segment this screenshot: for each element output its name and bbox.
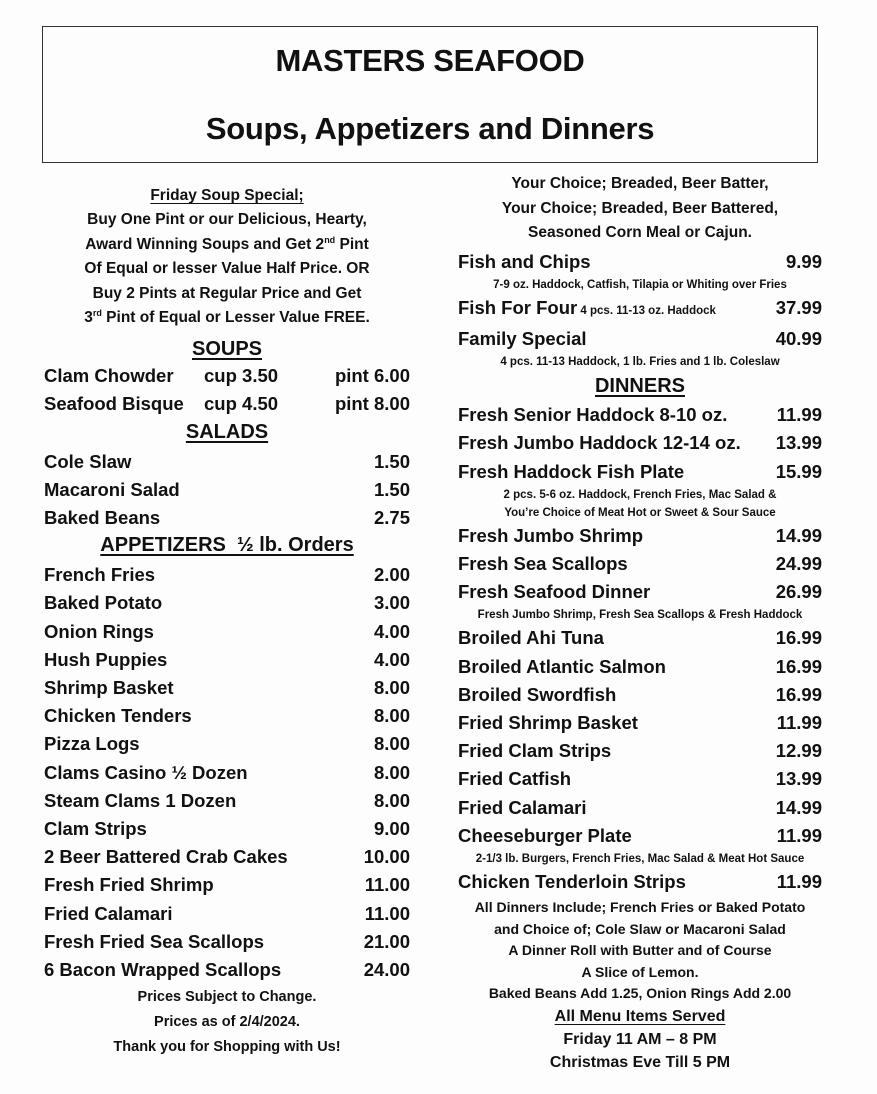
- dinner-item: [458, 822, 822, 850]
- item-price: 40.99: [775, 327, 822, 349]
- appetizer-item: [44, 589, 410, 617]
- left-column: [44, 184, 410, 1060]
- item-price: 14.99: [775, 524, 822, 546]
- item-inline-note: 4 pcs. 11-13 oz. Haddock: [577, 304, 716, 317]
- appetizer-item: [44, 900, 410, 928]
- hours-line: Christmas Eve Till 5 PM: [549, 1054, 731, 1072]
- hours: [458, 1005, 822, 1075]
- item-price: 24.99: [775, 552, 822, 574]
- right-column: [458, 172, 822, 1075]
- item-price: 2.75: [373, 506, 410, 528]
- item-price: 4.00: [373, 648, 410, 670]
- fish-item: [458, 294, 822, 325]
- item-price: 8.00: [373, 789, 410, 811]
- item-name: Steam Clams 1 Dozen: [44, 789, 237, 811]
- item-price: 11.99: [776, 870, 822, 892]
- item-price: 13.99: [775, 768, 822, 790]
- soups-heading: SOUPS: [191, 337, 263, 360]
- item-name: Broiled Atlantic Salmon: [458, 655, 666, 677]
- choice-line: Your Choice; Breaded, Beer Batter,: [511, 175, 769, 192]
- item-price: 8.00: [373, 676, 410, 698]
- dinner-item: [458, 794, 822, 822]
- item-note: 4 pcs. 11-13 Haddock, 1 lb. Fries and 1 lb. Coleslaw: [500, 356, 780, 369]
- soup-special-line: Buy One Pint or our Delicious, Hearty,: [87, 211, 367, 228]
- item-price: 37.99: [775, 296, 822, 318]
- item-price: 26.99: [775, 581, 822, 603]
- soup-special-heading: Friday Soup Special;: [150, 187, 304, 204]
- soup-special-line: [44, 306, 410, 331]
- item-name: Pizza Logs: [44, 733, 140, 755]
- item-name: Fresh Senior Haddock 8-10 oz.: [458, 404, 728, 426]
- hours-heading: All Menu Items Served: [554, 1007, 726, 1025]
- soup-special: [44, 184, 410, 331]
- includes-line: A Dinner Roll with Butter and of Course: [508, 942, 772, 959]
- appetizer-item: [44, 759, 410, 787]
- item-name: Fish For Four: [458, 296, 578, 318]
- dinners-heading: DINNERS: [594, 375, 685, 398]
- restaurant-name: MASTERS SEAFOOD: [275, 43, 585, 78]
- item-name: Chicken Tenders: [44, 705, 192, 727]
- item-price: 11.99: [776, 404, 822, 426]
- left-footer: [44, 985, 410, 1060]
- item-price: 9.00: [373, 817, 410, 839]
- item-name: Fresh Haddock Fish Plate: [458, 460, 685, 482]
- text: Pint of Equal or Lesser Value FREE.: [101, 309, 370, 326]
- fish-choice: [458, 172, 822, 246]
- dinner-item: [458, 709, 822, 737]
- item-price: 13.99: [775, 432, 822, 454]
- item-name: Fried Calamari: [458, 796, 587, 818]
- footer-line: Prices Subject to Change.: [137, 989, 317, 1006]
- choice-line: Seasoned Corn Meal or Cajun.: [528, 224, 752, 241]
- appetizer-item: [44, 618, 410, 646]
- item-name: French Fries: [44, 564, 156, 586]
- footer-line: Prices as of 2/4/2024.: [154, 1014, 300, 1031]
- item-note: Fresh Jumbo Shrimp, Fresh Sea Scallops & Fresh Haddock: [477, 609, 803, 622]
- item-name: Fried Clam Strips: [458, 740, 612, 762]
- ordinal-suffix: rd: [92, 308, 102, 318]
- item-price: 14.99: [775, 796, 822, 818]
- includes-line: and Choice of; Cole Slaw or Macaroni Salad: [494, 920, 786, 937]
- menu-header: [42, 26, 818, 163]
- item-price: 16.99: [775, 627, 822, 649]
- footer-line: Thank you for Shopping with Us!: [113, 1039, 341, 1056]
- appetizer-item: [44, 815, 410, 843]
- item-price: 9.99: [785, 250, 822, 272]
- item-name: Shrimp Basket: [44, 676, 174, 698]
- item-price: 11.99: [776, 711, 822, 733]
- item-name: Fried Catfish: [458, 768, 572, 790]
- dinner-includes: [458, 897, 822, 1005]
- item-name: Clam Strips: [44, 817, 147, 839]
- item-name: Fresh Jumbo Haddock 12-14 oz.: [458, 432, 741, 454]
- includes-line: All Dinners Include; French Fries or Baked Potato: [474, 899, 806, 916]
- item-name: Baked Beans: [44, 506, 161, 528]
- item-price: 15.99: [775, 460, 822, 482]
- salad-item: [44, 448, 410, 476]
- item-price: 16.99: [775, 683, 822, 705]
- item-price: 21.00: [363, 930, 410, 952]
- dinner-item: [458, 550, 822, 578]
- item-name: Fresh Seafood Dinner: [458, 581, 651, 603]
- dinner-item: [458, 737, 822, 765]
- dinner-item: [458, 458, 822, 486]
- text: 3: [84, 309, 93, 326]
- item-note: 2-1/3 lb. Burgers, French Fries, Mac Salad & Meat Hot Sauce: [475, 852, 805, 865]
- appetizer-item: [44, 702, 410, 730]
- fish-item: [458, 248, 822, 276]
- fish-items: [458, 248, 822, 372]
- item-name: Clam Chowder: [44, 364, 174, 386]
- salad-item: [44, 476, 410, 504]
- item-name: Macaroni Salad: [44, 478, 180, 500]
- item-name: Broiled Ahi Tuna: [458, 627, 604, 649]
- appetizer-item: [44, 646, 410, 674]
- item-price: 8.00: [373, 761, 410, 783]
- item-price: 16.99: [775, 655, 822, 677]
- soups-list: [44, 362, 410, 419]
- pint-price: pint 6.00: [334, 364, 410, 386]
- item-name: Baked Potato: [44, 592, 163, 614]
- appetizers-list: [44, 561, 410, 984]
- item-name: Broiled Swordfish: [458, 683, 617, 705]
- item-price: 1.50: [373, 478, 410, 500]
- item-price: 4.00: [373, 620, 410, 642]
- item-name: Onion Rings: [44, 620, 154, 642]
- soup-special-line: [44, 233, 410, 258]
- appetizers-heading: APPETIZERS ½ lb. Orders: [100, 534, 354, 557]
- item-price: 2.00: [373, 564, 410, 586]
- item-note: You’re Choice of Meat Hot or Sweet & Sour Sauce: [504, 506, 776, 519]
- soup-item: [44, 390, 410, 419]
- appetizer-item: [44, 928, 410, 956]
- item-price: 10.00: [363, 846, 410, 868]
- item-price: 11.99: [776, 824, 822, 846]
- item-name: 6 Bacon Wrapped Scallops: [44, 958, 282, 980]
- dinners-list: [458, 401, 822, 896]
- appetizer-item: [44, 561, 410, 589]
- item-note: 2 pcs. 5-6 oz. Haddock, French Fries, Mac Salad &: [503, 488, 777, 501]
- soup-special-line: Buy 2 Pints at Regular Price and Get: [92, 284, 362, 302]
- item-price: 8.00: [373, 733, 410, 755]
- cup-price: cup 4.50: [204, 393, 279, 414]
- salads-list: [44, 448, 410, 533]
- salads-heading: SALADS: [185, 420, 269, 443]
- soup-item: [44, 362, 410, 391]
- includes-line: Baked Beans Add 1.25, Onion Rings Add 2.00: [488, 985, 792, 1002]
- item-price: 11.00: [364, 874, 410, 896]
- item-name: Cole Slaw: [44, 450, 132, 472]
- includes-line: A Slice of Lemon.: [581, 963, 699, 980]
- item-name: Hush Puppies: [44, 648, 168, 670]
- appetizer-item: [44, 730, 410, 758]
- dinner-item: [458, 578, 822, 606]
- dinner-item: [458, 401, 822, 429]
- item-name: 2 Beer Battered Crab Cakes: [44, 846, 288, 868]
- item-name: Clams Casino ½ Dozen: [44, 761, 248, 783]
- item-name: Fried Shrimp Basket: [458, 711, 638, 733]
- item-price: 1.50: [373, 450, 410, 472]
- item-price: 3.00: [373, 592, 410, 614]
- item-name: Fish and Chips: [458, 250, 591, 272]
- item-price: 12.99: [775, 740, 822, 762]
- item-name: Seafood Bisque: [44, 393, 184, 414]
- cup-price: cup 3.50: [204, 364, 279, 386]
- menu-subtitle: Soups, Appetizers and Dinners: [205, 111, 655, 146]
- dinner-item: [458, 624, 822, 652]
- item-name: Fresh Jumbo Shrimp: [458, 524, 644, 546]
- item-price: 24.00: [363, 958, 410, 980]
- hours-line: Friday 11 AM – 8 PM: [563, 1030, 717, 1048]
- item-note: 7-9 oz. Haddock, Catfish, Tilapia or Whiting over Fries: [493, 278, 787, 291]
- item-price: 8.00: [373, 705, 410, 727]
- item-price: 11.00: [364, 902, 410, 924]
- text: Award Winning Soups and Get 2: [85, 235, 325, 253]
- dinner-item: [458, 429, 822, 457]
- appetizer-item: [44, 871, 410, 899]
- ordinal-suffix: nd: [324, 234, 336, 245]
- item-name: Cheeseburger Plate: [458, 824, 632, 846]
- dinner-item: [458, 868, 822, 896]
- soup-special-line: Of Equal or lesser Value Half Price. OR: [84, 260, 370, 277]
- item-name: Chicken Tenderloin Strips: [458, 870, 686, 892]
- dinner-item: [458, 653, 822, 681]
- item-name: Fresh Fried Shrimp: [44, 874, 214, 896]
- dinner-item: [458, 681, 822, 709]
- appetizer-item: [44, 787, 410, 815]
- choice-line: Your Choice; Breaded, Beer Battered,: [501, 199, 779, 217]
- item-name: Fried Calamari: [44, 902, 173, 924]
- appetizer-item: [44, 674, 410, 702]
- fish-item: [458, 325, 822, 353]
- dinner-item: [458, 522, 822, 550]
- item-name: Fresh Fried Sea Scallops: [44, 930, 265, 952]
- pint-price: pint 8.00: [334, 393, 410, 414]
- item-name: Fresh Sea Scallops: [458, 552, 628, 574]
- dinner-item: [458, 765, 822, 793]
- item-name: Family Special: [458, 327, 587, 349]
- appetizer-item: [44, 956, 410, 984]
- salad-item: [44, 504, 410, 532]
- appetizer-item: [44, 843, 410, 871]
- text: Pint: [335, 235, 369, 253]
